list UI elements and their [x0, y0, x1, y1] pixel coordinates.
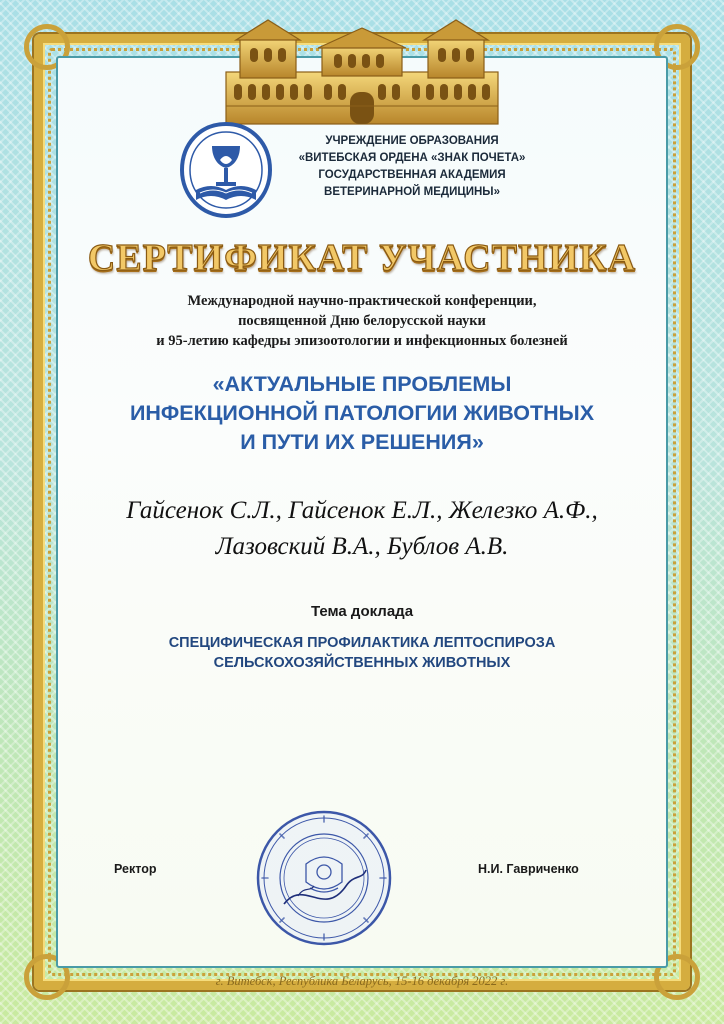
footer-place-date: г. Витебск, Республика Беларусь, 15-16 декабря 2022 г.	[215, 974, 509, 988]
institution-line: УЧРЕЖДЕНИЕ ОБРАЗОВАНИЯ	[325, 135, 499, 147]
conference-name-line: И ПУТИ ИХ РЕШЕНИЯ»	[240, 430, 484, 454]
conference-line: и 95-летию кафедры эпизоотологии и инфекционных болезней	[156, 333, 568, 349]
conference-line: посвященной Дню белорусской науки	[238, 313, 486, 329]
signatory-role: Ректор	[114, 862, 157, 876]
conference-line: Международной научно-практической конференции,	[187, 293, 537, 309]
authors-line: Лазовский В.А., Бублов А.В.	[215, 533, 509, 560]
institution-name	[282, 133, 542, 201]
round-official-seal	[254, 808, 394, 948]
conference-name	[80, 370, 644, 457]
authors	[80, 493, 644, 565]
academy-emblem	[178, 120, 274, 220]
report-topic-line: СЕЛЬСКОХОЗЯЙСТВЕННЫХ ЖИВОТНЫХ	[213, 655, 511, 671]
report-topic-line: СПЕЦИФИЧЕСКАЯ ПРОФИЛАКТИКА ЛЕПТОСПИРОЗА	[168, 635, 556, 651]
conference-name-line: «АКТУАЛЬНЫЕ ПРОБЛЕМЫ	[212, 372, 512, 396]
conference-description	[80, 291, 644, 351]
signatory-name: Н.И. Гавриченко	[478, 862, 579, 876]
conference-name-line: ИНФЕКЦИОННОЙ ПАТОЛОГИИ ЖИВОТНЫХ	[129, 401, 595, 425]
institution-line: ВЕТЕРИНАРНОЙ МЕДИЦИНЫ»	[324, 186, 500, 198]
report-topic	[80, 633, 644, 673]
academy-building-illustration	[222, 12, 502, 130]
certificate-title: СЕРТИФИКАТ УЧАСТНИКА	[87, 237, 637, 279]
authors-line: Гайсенок С.Л., Гайсенок Е.Л., Железко А.Ф.,	[126, 497, 598, 524]
institution-line: ГОСУДАРСТВЕННАЯ АКАДЕМИЯ	[318, 169, 506, 181]
institution-line: «ВИТЕБСКАЯ ОРДЕНА «ЗНАК ПОЧЕТА»	[298, 152, 526, 164]
report-topic-label: Тема доклада	[310, 603, 414, 620]
